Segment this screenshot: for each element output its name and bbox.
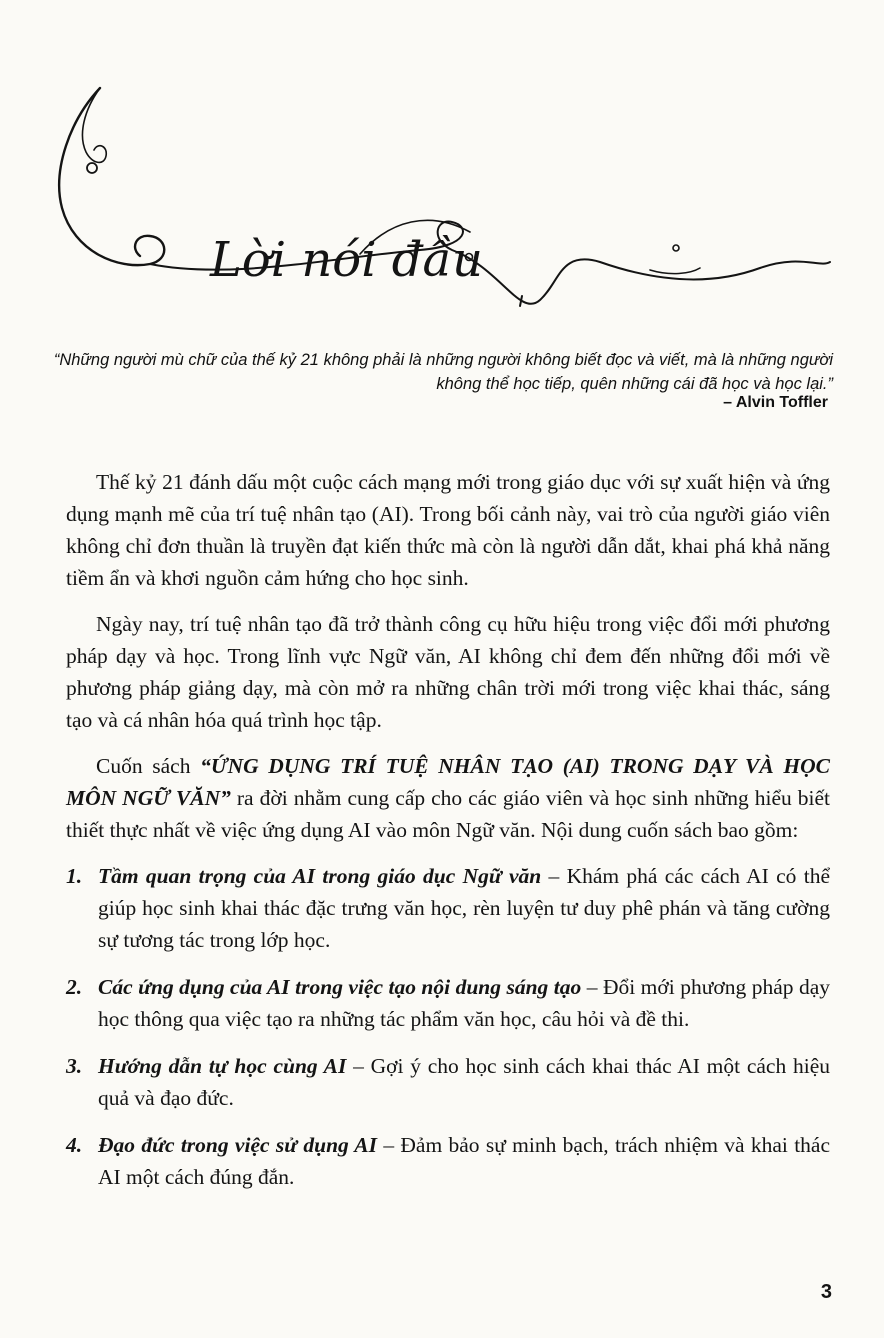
epigraph-author: – Alvin Toffler [723,394,828,411]
paragraph-3 [66,750,830,846]
list-item-heading: Hướng dẫn tự học cùng AI [98,1054,347,1078]
flourish-left-swirl [59,88,164,265]
book-title: “ỨNG DỤNG TRÍ TUỆ NHÂN TẠO (AI) TRONG DẠY VÀ HỌC MÔN NGỮ VĂN” [66,754,830,810]
list-item-number: 1. [66,864,83,888]
list-item [66,860,830,956]
list-item-number: 3. [66,1054,83,1078]
list-item-heading: Các ứng dụng của AI trong việc tạo nội dung sáng tạo [98,975,582,999]
list-item-heading: Đạo đức trong việc sử dụng AI [98,1133,378,1157]
page-title: Lời nói đầu [210,232,483,288]
paragraph-3-lead: Cuốn sách [96,754,201,778]
flourish-left-loop [82,88,106,162]
list-item-text: – Đổi mới phương pháp dạy học thông qua việc tạo ra những tác phẩm văn học, câu hỏi và đề thi. [98,975,830,1031]
list-item-text: – Gợi ý cho học sinh cách khai thác AI một cách hiệu quả và đạo đức. [98,1054,830,1110]
list-item-heading: Tầm quan trọng của AI trong giáo dục Ngữ văn [98,864,542,888]
list-item-text: – Đảm bảo sự minh bạch, trách nhiệm và khai thác AI một cách đúng đắn. [98,1133,831,1189]
list-item [66,1050,830,1114]
contents-list [66,860,830,1193]
title-flourish [0,0,884,340]
epigraph-quote: “Những người mù chữ của thế kỷ 21 không phải là những người không biết đọc và viết, mà là những người không thể học tiếp, quên những cái đã học và học lại.” [53,351,833,393]
list-item-number: 2. [66,975,83,999]
list-item-number: 4. [66,1133,83,1157]
paragraph-1: Thế kỷ 21 đánh dấu một cuộc cách mạng mới trong giáo dục với sự xuất hiện và ứng dụng mạnh mẽ của trí tuệ nhân tạo (AI). Trong bối cảnh này, vai trò của người giáo viên không chỉ đơn thuần là truyền đạt kiến thức mà còn là người dẫn dắt, khai phá khả năng tiềm ẩn và khơi nguồn cảm hứng cho học sinh. [66,470,830,590]
page-number: 3 [820,1281,832,1303]
body-text [66,466,830,1208]
paragraph-3-rest: ra đời nhằm cung cấp cho các giáo viên và học sinh những hiểu biết thiết thực nhất về việc ứng dụng AI vào môn Ngữ văn. Nội dung cuốn sách bao gồm: [66,786,831,842]
list-item [66,1129,830,1193]
list-item-text: – Khám phá các cách AI có thể giúp học sinh khai thác đặc trưng văn học, rèn luyện tư duy phê phán và tăng cường sự tương tác trong lớp học. [98,864,830,952]
list-item [66,971,830,1035]
paragraph-2: Ngày nay, trí tuệ nhân tạo đã trở thành công cụ hữu hiệu trong việc đổi mới phương pháp dạy và học. Trong lĩnh vực Ngữ văn, AI không chỉ đem đến những đổi mới về phương pháp giảng dạy, mà còn mở ra những chân trời mới trong việc khai thác, sáng tạo và cá nhân hóa quá trình học tập. [66,612,830,732]
